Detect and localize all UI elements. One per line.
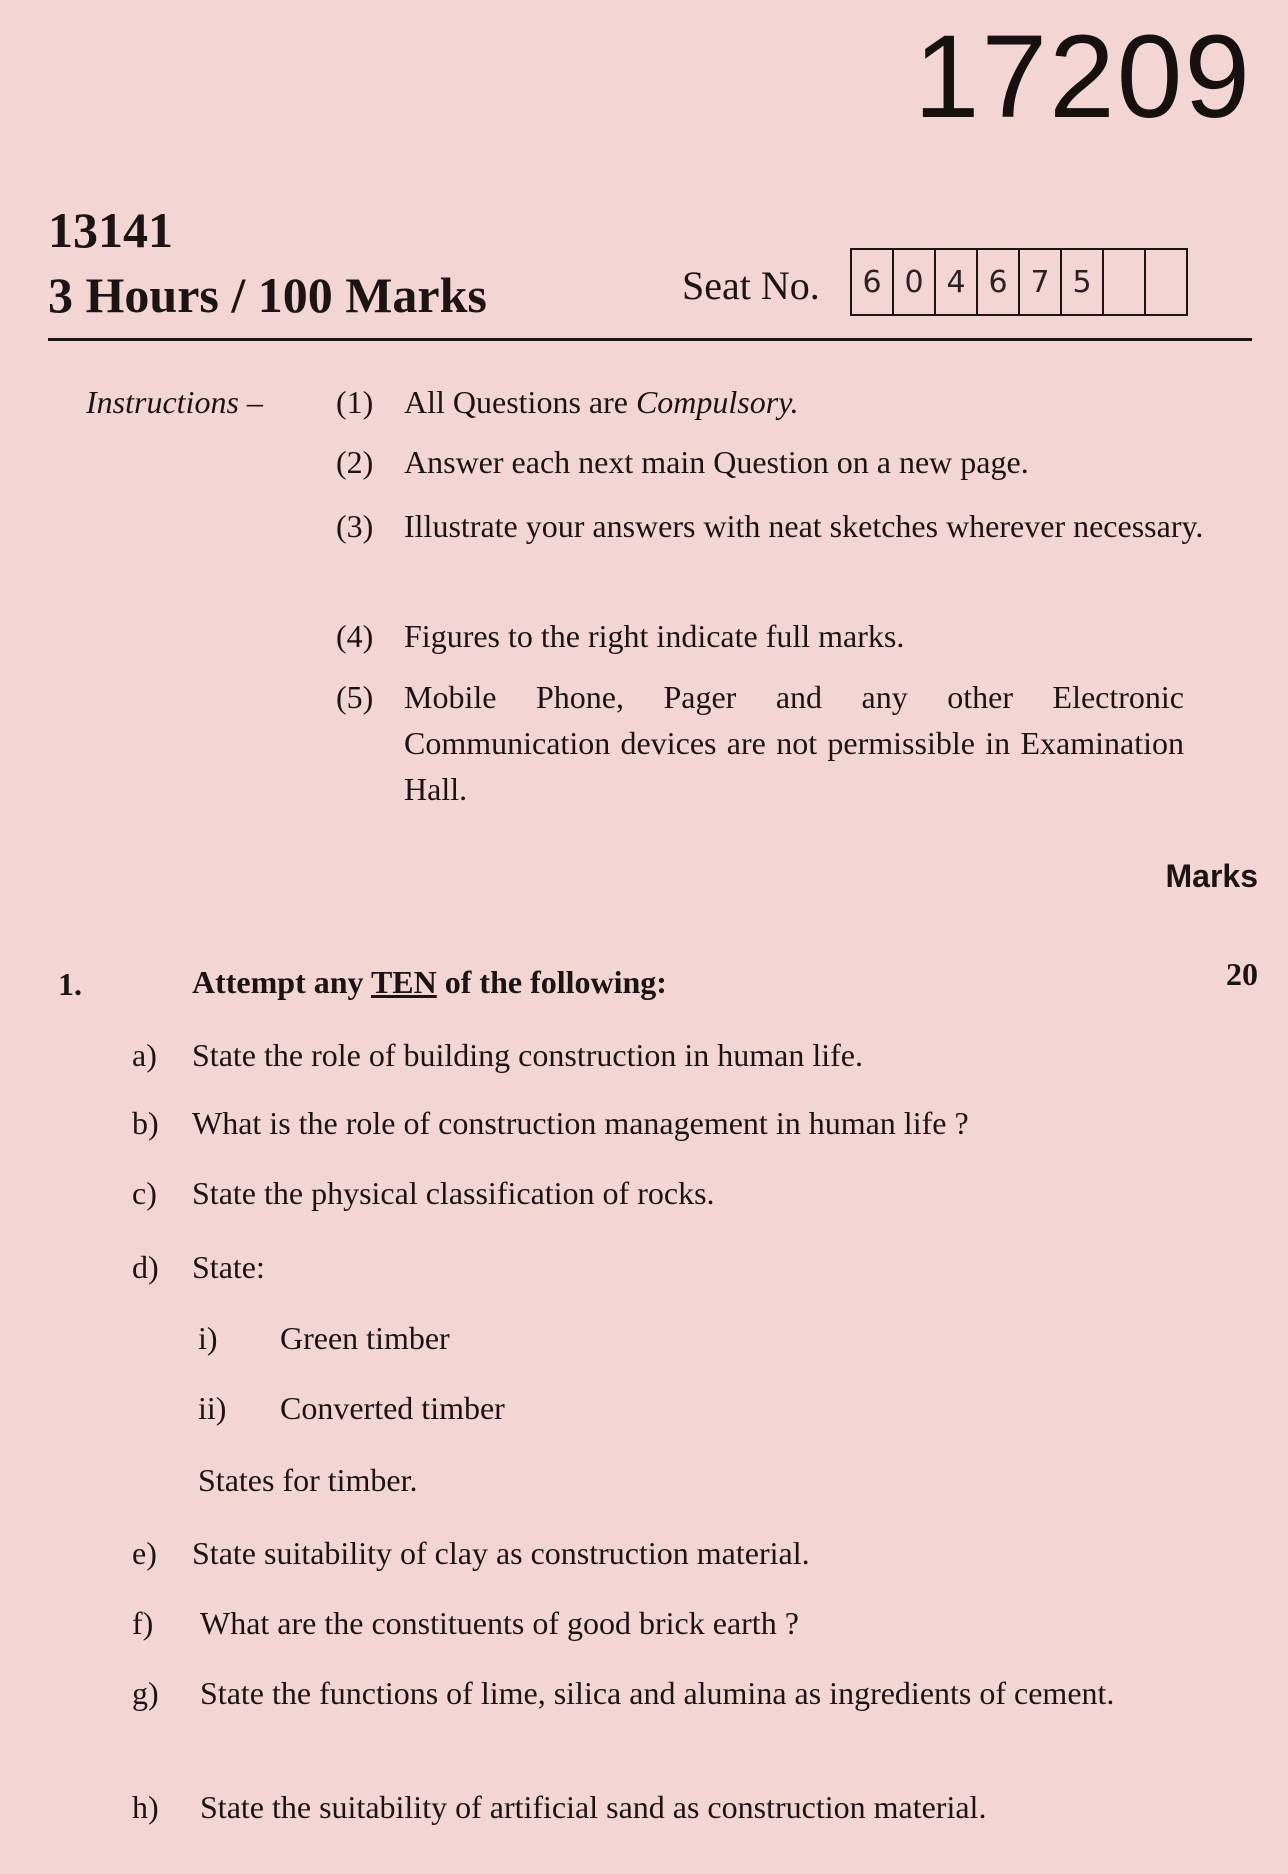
item-text: State the functions of lime, silica and alumina as ingredients of cement. [200, 1675, 1115, 1711]
seat-digit: 6 [978, 250, 1020, 314]
instruction-item [336, 674, 1226, 812]
seat-digit [1104, 250, 1146, 314]
item-label: c) [132, 1175, 157, 1211]
instruction-item [336, 502, 1226, 550]
item-label: g) [132, 1675, 159, 1711]
sub-item-text: Converted timber [280, 1390, 505, 1426]
instruction-number: (1) [336, 384, 374, 420]
item-text: State the physical classification of rocks. [192, 1175, 715, 1211]
item-tail-text: States for timber. [198, 1462, 418, 1498]
instruction-number: (2) [336, 444, 374, 480]
item-label: b) [132, 1105, 159, 1141]
item-label: f) [132, 1605, 154, 1641]
question-item [132, 1784, 1222, 1830]
instruction-text: Answer each next main Question on a new page. [404, 444, 1029, 480]
instruction-text: Figures to the right indicate full marks. [404, 618, 905, 654]
instruction-number: (3) [336, 508, 374, 544]
question-item [132, 1600, 1222, 1646]
question-item [132, 1170, 1222, 1216]
question-count-emphasis: TEN [370, 964, 437, 1000]
question-marks: 20 [1226, 956, 1258, 992]
instruction-text: All Questions are [404, 384, 636, 420]
seat-number-boxes [850, 248, 1188, 316]
item-text: State: [192, 1249, 265, 1285]
sub-item-label: ii) [198, 1390, 227, 1426]
instruction-item [336, 438, 1226, 486]
question-item [132, 1670, 1212, 1716]
seat-digit: 4 [936, 250, 978, 314]
item-text: What is the role of construction management in human life ? [192, 1105, 969, 1141]
instruction-item [336, 378, 1226, 426]
seat-digit: 7 [1020, 250, 1062, 314]
header-divider [48, 338, 1252, 341]
question-item [132, 1244, 1222, 1290]
item-text: State the suitability of artificial sand as construction material. [200, 1789, 987, 1825]
question-number: 1. [58, 966, 82, 1002]
instruction-number: (4) [336, 618, 374, 654]
question-paper-code: 17209 [913, 11, 1252, 143]
instruction-text: Mobile Phone, Pager and any other Electronic Communication devices are not permissible in Examination Hall. [404, 679, 1184, 807]
item-label: a) [132, 1037, 157, 1073]
item-text: What are the constituents of good brick earth ? [200, 1605, 799, 1641]
instructions-label: Instructions – [86, 384, 263, 420]
instruction-item [336, 612, 1226, 660]
item-label: h) [132, 1789, 159, 1825]
seat-digit: 6 [852, 250, 894, 314]
item-label: d) [132, 1249, 159, 1285]
question-heading: Attempt any TEN of the following: [192, 964, 667, 1000]
instruction-emphasis: Compulsory. [635, 384, 799, 420]
seat-number-label: Seat No. [682, 263, 820, 308]
sub-item-label: i) [198, 1320, 218, 1356]
seat-digit [1146, 250, 1186, 314]
question-item [132, 1100, 1222, 1146]
seat-digit: 5 [1062, 250, 1104, 314]
item-label: e) [132, 1535, 157, 1571]
sub-item-text: Green timber [280, 1320, 450, 1356]
instruction-text: Illustrate your answers with neat sketches wherever necessary. [404, 508, 1204, 544]
seat-digit: 0 [894, 250, 936, 314]
subject-code: 13141 [48, 202, 173, 258]
item-text: State suitability of clay as construction material. [192, 1535, 810, 1571]
question-item [132, 1530, 1222, 1576]
duration-marks: 3 Hours / 100 Marks [48, 267, 487, 323]
question-item [132, 1032, 1222, 1078]
marks-column-heading: Marks [1165, 858, 1258, 894]
item-text: State the role of building construction in human life. [192, 1037, 863, 1073]
instruction-number: (5) [336, 679, 374, 715]
